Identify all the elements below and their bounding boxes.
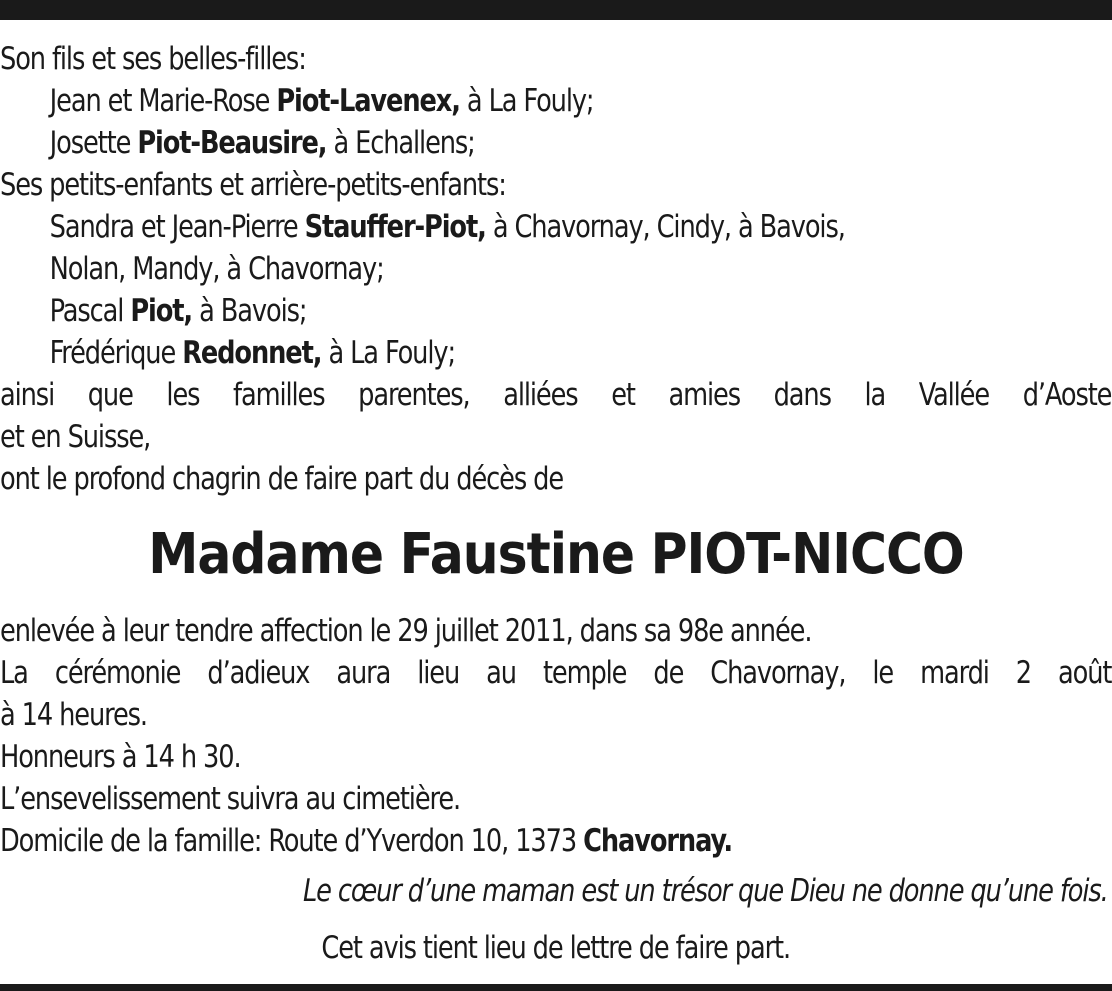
- sons-heading: Son fils et ses belles-filles:: [0, 41, 306, 77]
- member-location: à Chavornay, Cindy, à Bavois,: [485, 209, 845, 245]
- member-prefix: Jean et Marie-Rose: [49, 83, 277, 119]
- relatives-line-end: et en Suisse,: [0, 419, 151, 455]
- member-location: à Echallens;: [326, 125, 475, 161]
- member-location: à La Fouly;: [459, 83, 594, 119]
- family-member-line: [0, 206, 1111, 248]
- burial-line: L’ensevelissement suivra au cimetière.: [0, 781, 461, 817]
- ceremony-time-line: à 14 heures.: [0, 697, 147, 733]
- member-prefix: Josette: [49, 125, 138, 161]
- grandchildren-heading: Ses petits-enfants et arrière-petits-enfants:: [0, 167, 506, 203]
- member-surname: Stauffer-Piot,: [304, 209, 486, 245]
- member-prefix: Pascal: [49, 293, 131, 329]
- relatives-line: ainsi que les familles parentes, alliées et amies dans la Vallée d’Aoste: [0, 377, 1112, 413]
- domicile-line: [0, 820, 1111, 862]
- member-surname: Piot-Beausire,: [137, 125, 327, 161]
- passing-line: enlevée à leur tendre affection le 29 juillet 2011, dans sa 98e année.: [0, 613, 812, 649]
- member-surname: Piot,: [130, 293, 193, 329]
- family-member-line: [0, 122, 1111, 164]
- member-prefix: Frédérique: [49, 335, 183, 371]
- member-surname: Redonnet,: [182, 335, 322, 371]
- ceremony-line: La cérémonie d’adieux aura lieu au temple de Chavornay, le mardi 2 août: [0, 655, 1112, 691]
- details-section: [0, 610, 1112, 862]
- member-surname: Piot-Lavenex,: [276, 83, 460, 119]
- honours-line: Honneurs à 14 h 30.: [0, 739, 241, 775]
- member-location: à La Fouly;: [321, 335, 455, 371]
- member-prefix: Sandra et Jean-Pierre: [49, 209, 305, 245]
- memorial-quote: Le cœur d’une maman est un trésor que Dieu ne donne qu’une fois.: [303, 873, 1108, 909]
- family-member-line: [0, 290, 1111, 332]
- member-location: à Bavois;: [192, 293, 307, 329]
- domicile-address: Domicile de la famille: Route d’Yverdon 10, 1373: [0, 823, 584, 859]
- closing-text: Cet avis tient lieu de lettre de faire part.: [321, 930, 791, 966]
- family-member-line: [0, 248, 1111, 290]
- domicile-town: Chavornay.: [583, 823, 733, 859]
- bottom-rule: [0, 984, 1112, 991]
- closing-note: [0, 927, 1112, 969]
- announcement-line: ont le profond chagrin de faire part du décès de: [0, 461, 564, 497]
- family-member-line: [0, 80, 1111, 122]
- family-member-line: [0, 332, 1111, 374]
- top-rule: [0, 0, 1112, 20]
- deceased-name: Madame Faustine PIOT-NICCO: [148, 522, 964, 587]
- family-section: [0, 38, 1112, 500]
- member-prefix: Nolan, Mandy, à Chavornay;: [49, 251, 384, 287]
